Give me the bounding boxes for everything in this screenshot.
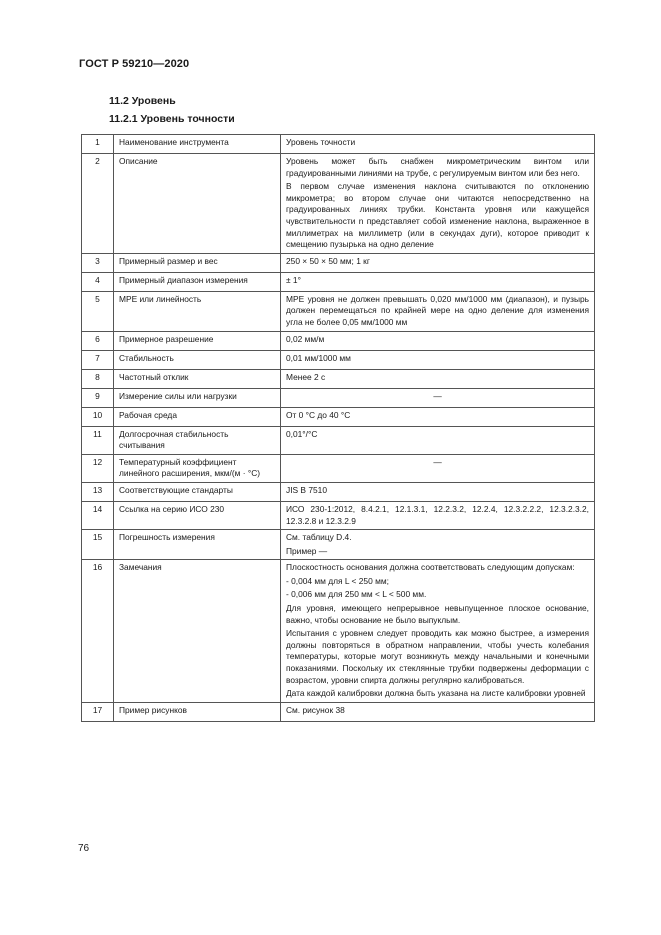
row-parameter: Описание	[114, 154, 281, 254]
row-parameter: Долгосрочная стабильность считывания	[114, 426, 281, 454]
table-row	[82, 272, 595, 291]
table-row	[82, 154, 595, 254]
row-parameter: Примерное разрешение	[114, 331, 281, 350]
row-number: 2	[82, 154, 114, 254]
row-parameter: Соответствующие стандарты	[114, 482, 281, 501]
row-parameter: Примерный диапазон измерения	[114, 272, 281, 291]
row-value	[281, 272, 595, 291]
row-parameter: Замечания	[114, 560, 281, 703]
row-parameter: Стабильность	[114, 350, 281, 369]
value-paragraph: В первом случае изменения наклона считываются по отклонению микрометра; во втором случае они читаются непосредственно на градуированных линиях трубки. Константа уровня или кажущейся чувствительности n представляет собой изменение наклона, выраженное в миллиметрах на миллиметр (или в секундах дуги), которое приводит к смещению пузырька на одно деление	[286, 181, 589, 250]
row-parameter: Примерный размер и вес	[114, 253, 281, 272]
row-value	[281, 253, 595, 272]
table-row	[82, 291, 595, 331]
row-number: 6	[82, 331, 114, 350]
table-row	[82, 454, 595, 482]
value-paragraph: —	[433, 456, 442, 467]
document-header: ГОСТ Р 59210—2020	[79, 58, 190, 70]
value-paragraph: Испытания с уровнем следует проводить как можно быстрее, а измерения должны повторяться в обратном направлении, чтобы учесть колебания температуры, которые могут возникнуть между начальными и конечными показаниями. Поскольку их стеклянные трубки подвержены деформации с возрастом, уровни спирта должны регулярно калиброваться.	[286, 628, 589, 685]
row-value	[281, 426, 595, 454]
table-row	[82, 388, 595, 407]
row-number: 13	[82, 482, 114, 501]
value-paragraph: См. таблицу D.4.	[286, 532, 352, 543]
row-number: 14	[82, 501, 114, 529]
row-number: 16	[82, 560, 114, 703]
row-value	[281, 369, 595, 388]
row-value	[281, 388, 595, 407]
row-number: 8	[82, 369, 114, 388]
value-paragraph: 0,02 мм/м	[286, 333, 325, 344]
row-value	[281, 530, 595, 560]
row-number: 15	[82, 530, 114, 560]
value-paragraph: Уровень может быть снабжен микрометрическим винтом или градуированными линиями на трубе, с регулируемым винтом или без него.	[286, 156, 589, 178]
row-parameter: Температурный коэффициент линейного расширения, мкм/(м · °С)	[114, 454, 281, 482]
row-value	[281, 331, 595, 350]
row-value	[281, 154, 595, 254]
row-number: 5	[82, 291, 114, 331]
value-paragraph: ИСО 230-1:2012, 8.4.2.1, 12.1.3.1, 12.2.3.2, 12.2.4, 12.3.2.2.2, 12.3.2.3.2, 12.3.2.8 и 12.3.2.9	[286, 503, 589, 526]
value-paragraph: MPE уровня не должен превышать 0,020 мм/1000 мм (диапазон), и пузырь должен перемещаться по крайней мере на одно деление для изменения угла не более 0,05 мм/1000 мм	[286, 293, 589, 327]
row-parameter: Измерение силы или нагрузки	[114, 388, 281, 407]
row-value	[281, 560, 595, 703]
row-number: 12	[82, 454, 114, 482]
row-number: 11	[82, 426, 114, 454]
row-value	[281, 291, 595, 331]
value-paragraph: От 0 °С до 40 °С	[286, 409, 351, 420]
table-row	[82, 350, 595, 369]
row-value	[281, 350, 595, 369]
table-row	[82, 253, 595, 272]
row-parameter: MPE или линейность	[114, 291, 281, 331]
row-value	[281, 135, 595, 154]
row-parameter: Погрешность измерения	[114, 530, 281, 560]
row-number: 7	[82, 350, 114, 369]
table-row	[82, 135, 595, 154]
table-row	[82, 331, 595, 350]
row-value	[281, 482, 595, 501]
value-paragraph: —	[433, 390, 442, 401]
table-row	[82, 702, 595, 721]
row-parameter: Ссылка на серию ИСО 230	[114, 501, 281, 529]
value-paragraph: Дата каждой калибровки должна быть указана на листе калибровки уровней	[286, 688, 586, 699]
table-row	[82, 407, 595, 426]
value-paragraph: 250 × 50 × 50 мм; 1 кг	[286, 255, 370, 266]
value-list-item: - 0,004 мм для L < 250 мм;	[286, 575, 389, 586]
row-number: 9	[82, 388, 114, 407]
value-paragraph: Пример —	[286, 545, 328, 556]
row-value	[281, 407, 595, 426]
value-list-item: - 0,006 мм для 250 мм < L < 500 мм.	[286, 589, 427, 600]
row-number: 10	[82, 407, 114, 426]
row-number: 4	[82, 272, 114, 291]
table-row	[82, 426, 595, 454]
value-paragraph: Менее 2 с	[286, 371, 326, 382]
row-parameter: Пример рисунков	[114, 702, 281, 721]
row-number: 3	[82, 253, 114, 272]
row-parameter: Частотный отклик	[114, 369, 281, 388]
value-paragraph: ± 1°	[286, 274, 301, 285]
table-row	[82, 530, 595, 560]
row-parameter: Рабочая среда	[114, 407, 281, 426]
row-value	[281, 702, 595, 721]
table-body	[82, 135, 595, 722]
value-paragraph: 0,01°/°С	[286, 428, 318, 439]
value-paragraph: Уровень точности	[286, 137, 356, 147]
row-parameter: Наименование инструмента	[114, 135, 281, 154]
table-row	[82, 369, 595, 388]
table-row	[82, 501, 595, 529]
value-paragraph: Плоскостность основания должна соответствовать следующим допускам:	[286, 562, 575, 573]
value-paragraph: JIS B 7510	[286, 484, 327, 495]
section-title: 11.2 Уровень	[109, 95, 176, 107]
value-paragraph: 0,01 мм/1000 мм	[286, 352, 351, 363]
row-number: 1	[82, 135, 114, 154]
subsection-title: 11.2.1 Уровень точности	[109, 113, 235, 125]
row-value	[281, 454, 595, 482]
table-row	[82, 482, 595, 501]
value-paragraph: См. рисунок 38	[286, 704, 345, 715]
table-row	[82, 560, 595, 703]
value-paragraph: Для уровня, имеющего непрерывное невыпущенное плоское основание, важно, чтобы основание не было выпуклым.	[286, 603, 589, 625]
instrument-spec-table	[81, 134, 595, 722]
row-value	[281, 501, 595, 529]
page-number: 76	[78, 843, 90, 854]
row-number: 17	[82, 702, 114, 721]
